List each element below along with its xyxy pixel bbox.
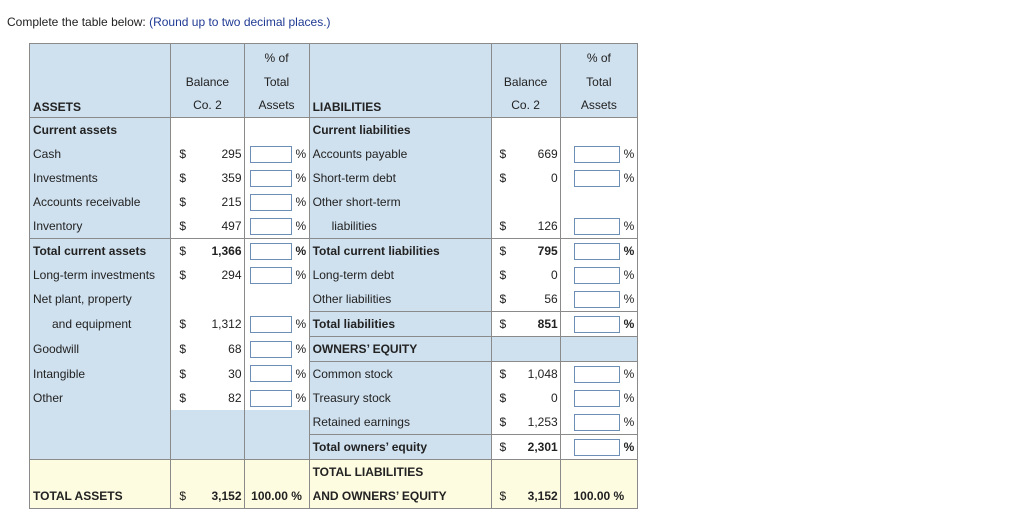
total-assets-label: TOTAL ASSETS [30, 484, 171, 509]
dollar-sign: $ [491, 263, 526, 287]
table-row [30, 214, 638, 239]
accounts-receivable-label: Accounts receivable [30, 190, 171, 214]
dollar-sign: $ [491, 410, 526, 435]
goodwill-pct-input[interactable] [250, 341, 292, 358]
dollar-sign: $ [171, 190, 204, 214]
short-term-debt-pct-input[interactable] [574, 170, 620, 187]
treasury-stock-pct-input[interactable] [574, 390, 620, 407]
accounts-receivable-pct-input[interactable] [250, 194, 292, 211]
total-assets-pct: 100.00 % [244, 484, 309, 509]
rounding-note: (Round up to two decimal places.) [149, 15, 331, 29]
dollar-sign: $ [171, 337, 204, 362]
total-liabilities-value: 851 [526, 312, 561, 337]
dollar-sign: $ [491, 435, 526, 460]
treasury-stock-pct-cell: % [560, 386, 637, 410]
table-row [30, 287, 638, 312]
table-row [30, 239, 638, 264]
dollar-sign: $ [491, 214, 526, 239]
other-short-term-pct-input[interactable] [574, 218, 620, 235]
table-row [30, 337, 638, 362]
accounts-payable-pct-cell: % [560, 142, 637, 166]
goodwill-value: 68 [228, 342, 242, 356]
other-liabilities-label: Other liabilities [309, 287, 491, 312]
intangible-pct-cell: % [244, 362, 309, 387]
table-row [30, 410, 638, 435]
total-current-liabilities-label: Total current liabilities [309, 239, 491, 264]
retained-earnings-label: Retained earnings [309, 410, 491, 435]
dollar-sign: $ [171, 142, 204, 166]
table-row [30, 484, 638, 509]
retained-earnings-value: 1,253 [526, 410, 561, 435]
net-plant-label: Net plant, property [30, 287, 171, 312]
owners-equity-label: OWNERS’ EQUITY [309, 337, 491, 362]
total-current-liabilities-pct-input[interactable] [574, 243, 620, 260]
total-current-assets-label: Total current assets [30, 239, 171, 264]
dollar-sign: $ [491, 166, 526, 190]
long-term-investments-pct-cell: % [244, 263, 309, 287]
other-assets-pct-cell: % [244, 386, 309, 410]
investments-label: Investments [30, 166, 171, 190]
long-term-debt-value: 0 [550, 268, 558, 282]
other-assets-label: Other [30, 386, 171, 410]
dollar-sign: $ [491, 312, 526, 337]
table-row [30, 190, 638, 214]
total-liabilities-pct-cell: % [560, 312, 637, 337]
dollar-sign: $ [491, 239, 526, 264]
current-liabilities-label: Current liabilities [309, 118, 491, 143]
table-row [30, 142, 638, 166]
pct-header-right: % of Total Assets [560, 44, 637, 118]
other-short-term-label: Other short-term [309, 190, 491, 214]
cash-pct-input[interactable] [250, 146, 292, 163]
common-stock-pct-input[interactable] [574, 366, 620, 383]
total-current-liabilities-pct-cell: % [560, 239, 637, 264]
assets-header: ASSETS [30, 44, 171, 118]
accounts-receivable-pct-cell: % [244, 190, 309, 214]
and-owners-equity-label: AND OWNERS’ EQUITY [309, 484, 491, 509]
table-row [30, 362, 638, 387]
total-liabilities-equity-pct: 100.00 % [560, 484, 637, 509]
treasury-stock-value: 0 [550, 391, 558, 405]
retained-earnings-pct-input[interactable] [574, 414, 620, 431]
accounts-payable-value: 669 [537, 147, 558, 161]
accounts-payable-label: Accounts payable [309, 142, 491, 166]
table-row [30, 263, 638, 287]
balance-header-left: Balance Co. 2 [171, 44, 244, 118]
short-term-debt-label: Short-term debt [309, 166, 491, 190]
total-current-liabilities-value: 795 [537, 244, 558, 258]
accounts-receivable-value: 215 [221, 195, 242, 209]
common-stock-value: 1,048 [527, 367, 558, 381]
table-row [30, 118, 638, 143]
intangible-label: Intangible [30, 362, 171, 387]
dollar-sign: $ [171, 484, 204, 509]
total-current-assets-value: 1,366 [211, 244, 242, 258]
cash-pct-cell: % [244, 142, 309, 166]
net-plant-value: 1,312 [211, 317, 242, 331]
investments-value: 359 [221, 171, 242, 185]
other-liabilities-pct-cell: % [560, 287, 637, 312]
inventory-value: 497 [203, 214, 244, 239]
liabilities-header: LIABILITIES [309, 44, 491, 118]
dollar-sign: $ [171, 386, 204, 410]
total-current-assets-pct-input[interactable] [250, 243, 292, 260]
table-row [30, 312, 638, 337]
total-liabilities-label: Total liabilities [309, 312, 491, 337]
long-term-investments-pct-input[interactable] [250, 267, 292, 284]
total-current-assets-pct-cell: % [244, 239, 309, 264]
total-liabilities-pct-input[interactable] [574, 316, 620, 333]
investments-pct-cell: % [244, 166, 309, 190]
table-row [30, 460, 638, 485]
long-term-debt-label: Long-term debt [309, 263, 491, 287]
dollar-sign: $ [491, 142, 526, 166]
dollar-sign: $ [171, 239, 204, 264]
long-term-debt-pct-input[interactable] [574, 267, 620, 284]
cash-label: Cash [30, 142, 171, 166]
common-stock-pct-cell: % [560, 362, 637, 387]
table-row [30, 386, 638, 410]
intangible-pct-input[interactable] [250, 365, 292, 382]
other-assets-pct-input[interactable] [250, 390, 292, 407]
long-term-debt-pct-cell: % [560, 263, 637, 287]
table-row [30, 435, 638, 460]
retained-earnings-pct-cell: % [560, 410, 637, 435]
long-term-investments-label: Long-term investments [30, 263, 171, 287]
other-short-term-liabilities-label: liabilities [309, 214, 491, 239]
treasury-stock-label: Treasury stock [309, 386, 491, 410]
net-plant-pct-cell: % [244, 312, 309, 337]
total-owners-equity-value: 2,301 [526, 435, 561, 460]
total-liabilities-equity-label: TOTAL LIABILITIES [309, 460, 491, 485]
dollar-sign: $ [171, 263, 204, 287]
net-plant-pct-input[interactable] [250, 316, 292, 333]
balance-sheet-table [29, 43, 638, 509]
instruction-text [7, 15, 331, 29]
short-term-debt-pct-cell: % [560, 166, 637, 190]
other-liabilities-value: 56 [526, 287, 561, 312]
other-liabilities-pct-input[interactable] [574, 291, 620, 308]
current-assets-label: Current assets [30, 118, 171, 143]
other-short-term-value: 126 [526, 214, 561, 239]
short-term-debt-value: 0 [550, 171, 558, 185]
dollar-sign: $ [171, 166, 204, 190]
dollar-sign: $ [491, 386, 526, 410]
net-plant-equipment-label: and equipment [30, 312, 171, 337]
cash-value: 295 [221, 147, 242, 161]
dollar-sign: $ [171, 214, 204, 239]
goodwill-pct-cell: % [244, 337, 309, 362]
other-short-term-pct-cell: % [560, 214, 637, 239]
inventory-pct-cell: % [244, 214, 309, 239]
pct-header-left: % of Total Assets [244, 44, 309, 118]
long-term-investments-value: 294 [221, 268, 242, 282]
accounts-payable-pct-input[interactable] [574, 146, 620, 163]
table-row [30, 166, 638, 190]
investments-pct-input[interactable] [250, 170, 292, 187]
dollar-sign: $ [491, 484, 526, 509]
inventory-label: Inventory [30, 214, 171, 239]
header-row [30, 44, 638, 118]
common-stock-label: Common stock [309, 362, 491, 387]
total-liabilities-equity-value: 3,152 [526, 484, 561, 509]
other-assets-value: 82 [228, 391, 242, 405]
intangible-value: 30 [228, 366, 242, 381]
total-owners-equity-label: Total owners’ equity [309, 435, 491, 460]
dollar-sign: $ [491, 287, 526, 312]
dollar-sign: $ [171, 362, 204, 387]
dollar-sign: $ [171, 312, 204, 337]
instruction-prefix: Complete the table below: [7, 15, 150, 29]
total-owners-equity-pct-input[interactable] [574, 439, 620, 456]
goodwill-label: Goodwill [30, 337, 171, 362]
total-assets-value: 3,152 [203, 484, 244, 509]
inventory-pct-input[interactable] [250, 218, 292, 235]
total-owners-equity-pct-cell: % [560, 435, 637, 460]
balance-header-right: Balance Co. 2 [491, 44, 560, 118]
dollar-sign: $ [491, 362, 526, 387]
